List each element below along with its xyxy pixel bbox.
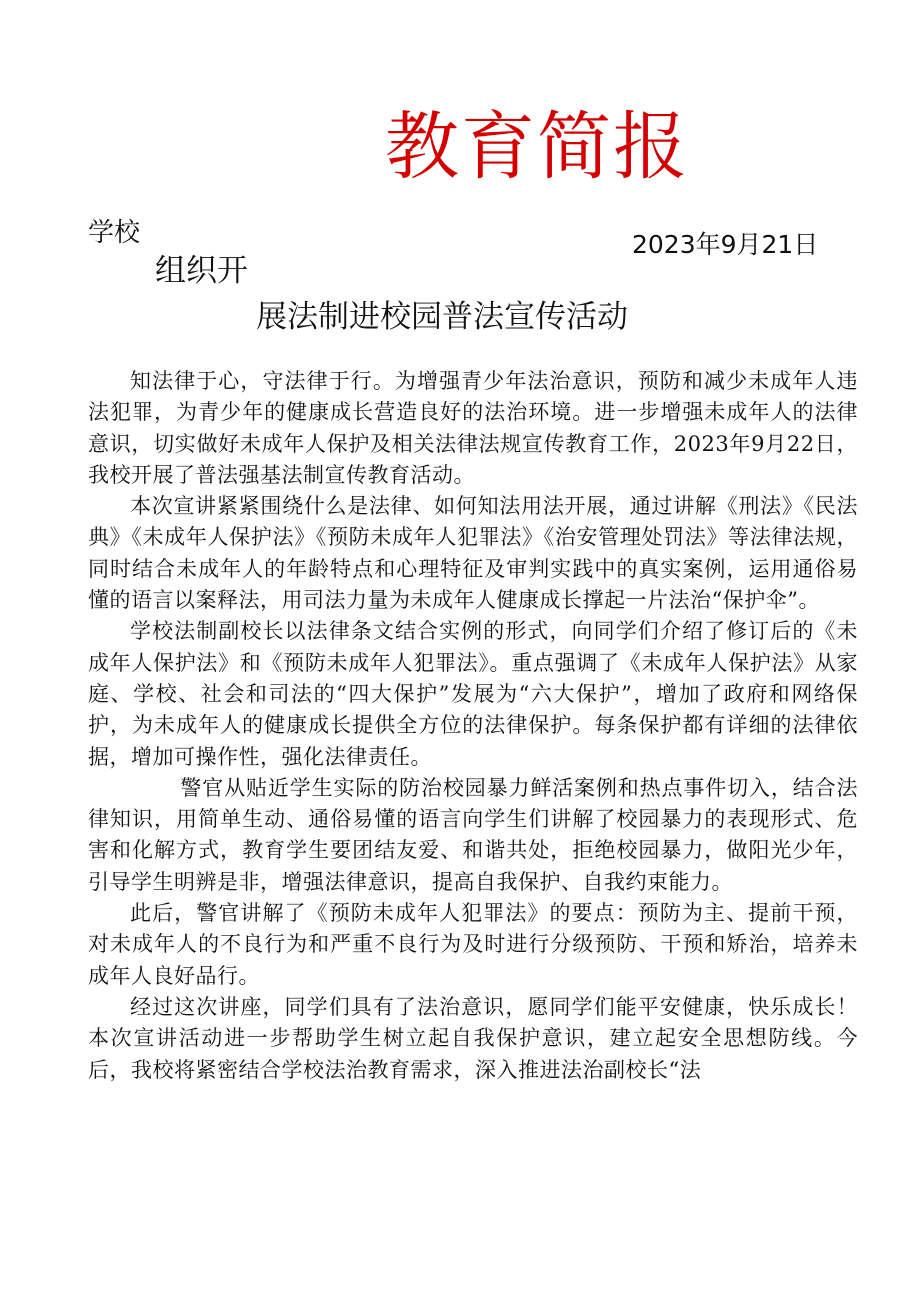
paragraph: 此后，警官讲解了《预防未成年人犯罪法》的要点：预防为主、提前干预，对未成年人的不良行为和严重不良行为及时进行分级预防、干预和矫治，培养未成年人良好品行。 — [88, 901, 858, 988]
article-body — [88, 366, 858, 1086]
paragraph: 经过这次讲座，同学们具有了法治意识，愿同学们能平安健康，快乐成长！本次宣讲活动进一步帮助学生树立起自我保护意识，建立起安全思想防线。今后，我校将紧密结合学校法治教育需求，深入推进法治副校长“法 — [88, 994, 858, 1082]
article-title-line-1: 组织开 — [155, 253, 248, 289]
paragraph: 本次宣讲紧紧围绕什么是法律、如何知法用法开展，通过讲解《刑法》《民法典》《未成年人保护法》《预防未成年人犯罪法》《治安管理处罚法》等法律法规，同时结合未成年人的年龄特点和心理特征及审判实践中的真实案例，运用通俗易懂的语言以案释法，用司法力量为未成年人健康成长撑起一片法治“保护伞”。 — [88, 494, 858, 613]
article-title-line-2: 展法制进校园普法宣传活动 — [256, 299, 628, 335]
paragraph: 学校法制副校长以法律条文结合实例的形式，向同学们介绍了修订后的《未成年人保护法》和《预防未成年人犯罪法》。重点强调了《未成年人保护法》从家庭、学校、社会和司法的“四大保护”发展为“六大保护”，增加了政府和网络保护，为未成年人的健康成长提供全方位的法律保护。每条保护都有详细的法律依据，增加可操作性，强化法律责任。 — [88, 619, 858, 769]
school-label: 学校 — [88, 218, 141, 248]
masthead-title: 教育简报 — [385, 104, 689, 190]
paragraph: 警官从贴近学生实际的防治校园暴力鲜活案例和热点事件切入，结合法律知识，用简单生动、通俗易懂的语言向学生们讲解了校园暴力的表现形式、危害和化解方式，教育学生要团结友爱、和谐共处，拒绝校园暴力，做阳光少年，引导学生明辨是非，增强法律意识，提高自我保护、自我约束能力。 — [88, 775, 858, 894]
paragraph: 知法律于心，守法律于行。为增强青少年法治意识，预防和减少未成年人违法犯罪，为青少年的健康成长营造良好的法治环境。进一步增强未成年人的法律意识，切实做好未成年人保护及相关法律法规宣传教育工作，2023年9月22日，我校开展了普法强基法制宣传教育活动。 — [88, 369, 858, 487]
issue-date: 2023年9月21日 — [632, 230, 819, 259]
